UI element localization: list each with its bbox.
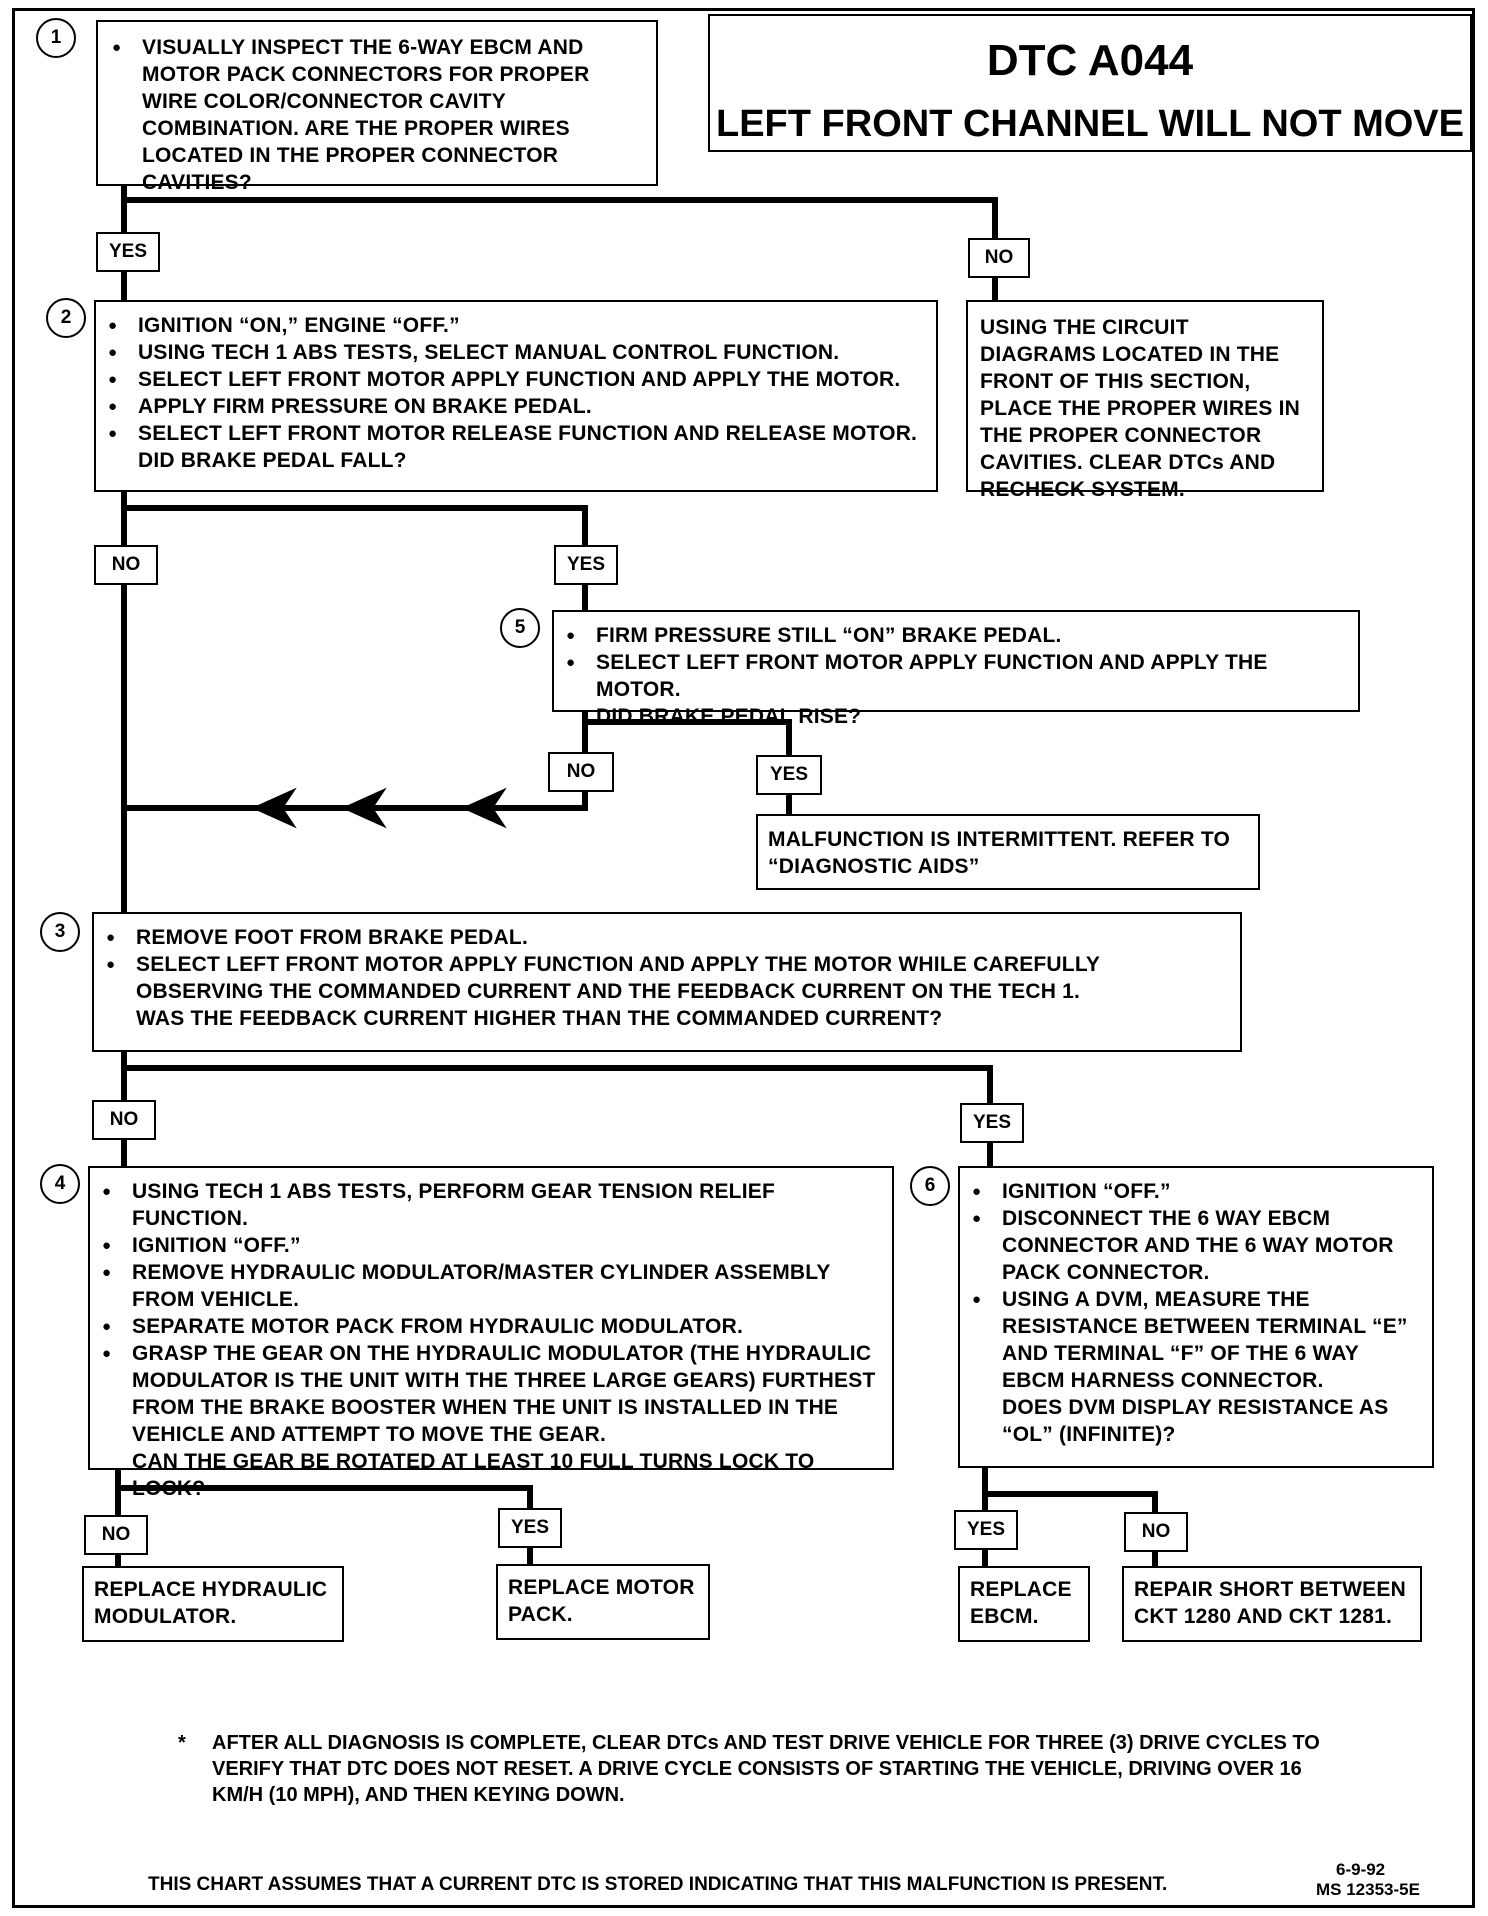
step-3-box	[92, 912, 1242, 1052]
step-number-5: 5	[500, 608, 540, 648]
chart-date: 6-9-92	[1336, 1860, 1386, 1879]
label-no-step1: NO	[968, 238, 1030, 278]
step-2-item: ● USING TECH 1 ABS TESTS, SELECT MANUAL CONTROL FUNCTION.	[104, 339, 928, 366]
step-5-question: DID BRAKE PEDAL RISE?	[596, 705, 862, 728]
footnote-marker: *	[178, 1732, 186, 1754]
step-5-item: ● SELECT LEFT FRONT MOTOR APPLY FUNCTION AND APPLY THE MOTOR.	[562, 649, 1350, 703]
step-2-item: ● IGNITION “ON,” ENGINE “OFF.”	[104, 312, 928, 339]
step-4-item: ● REMOVE HYDRAULIC MODULATOR/MASTER CYLINDER ASSEMBLY FROM VEHICLE.	[98, 1259, 884, 1313]
step-6-item: ● DISCONNECT THE 6 WAY EBCM CONNECTOR AND THE 6 WAY MOTOR PACK CONNECTOR.	[968, 1205, 1424, 1286]
step-4-item: ● SEPARATE MOTOR PACK FROM HYDRAULIC MODULATOR.	[98, 1313, 884, 1340]
step-number-2: 2	[46, 298, 86, 338]
step-3-item: ● SELECT LEFT FRONT MOTOR APPLY FUNCTION AND APPLY THE MOTOR WHILE CAREFULLY OBSERVING THE COMMANDED CURRENT AND THE FEEDBACK CURRENT ON THE TECH 1.	[102, 951, 1232, 1005]
step-4-item: ● IGNITION “OFF.”	[98, 1232, 884, 1259]
footnote-text: AFTER ALL DIAGNOSIS IS COMPLETE, CLEAR DTCs AND TEST DRIVE VEHICLE FOR THREE (3) DRIVE CYCLES TO VERIFY THAT DTC DOES NOT RESET. A DRIVE CYCLE CONSISTS OF STARTING THE VEHICLE, DRIVING OVER 16 KM/H (10 MPH), AND THEN KEYING DOWN.	[212, 1732, 1320, 1806]
step-2-question: DID BRAKE PEDAL FALL?	[138, 449, 407, 472]
step-4-question: CAN THE GEAR BE ROTATED AT LEAST 10 FULL TURNS LOCK TO LOCK?	[132, 1450, 815, 1500]
step-5-item: ● FIRM PRESSURE STILL “ON” BRAKE PEDAL.	[562, 622, 1350, 649]
label-no-step3: NO	[92, 1100, 156, 1140]
label-yes-step1: YES	[96, 232, 160, 272]
label-no-step4: NO	[84, 1515, 148, 1555]
step-2-box	[94, 300, 938, 492]
result-intermittent: MALFUNCTION IS INTERMITTENT. REFER TO “DIAGNOSTIC AIDS”	[756, 814, 1260, 890]
doc-number: MS 12353-5E	[1316, 1880, 1420, 1899]
label-yes-step4: YES	[498, 1508, 562, 1548]
step-number-6: 6	[910, 1166, 950, 1206]
step-number-1: 1	[36, 18, 76, 58]
step-4-item: ● USING TECH 1 ABS TESTS, PERFORM GEAR TENSION RELIEF FUNCTION.	[98, 1178, 884, 1232]
result-fix-wires: USING THE CIRCUIT DIAGRAMS LOCATED IN THE FRONT OF THIS SECTION, PLACE THE PROPER WIRES IN THE PROPER CONNECTOR CAVITIES. CLEAR DTCs AND RECHECK SYSTEM.	[966, 300, 1324, 492]
dtc-code: DTC A044	[986, 36, 1194, 85]
step-number-3: 3	[40, 912, 80, 952]
label-no-step5: NO	[548, 752, 614, 792]
result-replace-ebcm: REPLACE EBCM.	[958, 1566, 1090, 1642]
result-repair-short: REPAIR SHORT BETWEEN CKT 1280 AND CKT 1281.	[1122, 1566, 1422, 1642]
dtc-subtitle: LEFT FRONT CHANNEL WILL NOT MOVE	[716, 103, 1464, 145]
step-3-question: WAS THE FEEDBACK CURRENT HIGHER THAN THE COMMANDED CURRENT?	[136, 1007, 943, 1030]
label-yes-step5: YES	[756, 755, 822, 795]
title-box	[708, 14, 1472, 152]
chart-assumption: THIS CHART ASSUMES THAT A CURRENT DTC IS STORED INDICATING THAT THIS MALFUNCTION IS PRESENT.	[148, 1874, 1168, 1895]
label-yes-step2: YES	[554, 545, 618, 585]
step-2-item: ● SELECT LEFT FRONT MOTOR APPLY FUNCTION AND APPLY THE MOTOR.	[104, 366, 928, 393]
label-no-step6: NO	[1124, 1512, 1188, 1552]
label-yes-step3: YES	[960, 1103, 1024, 1143]
result-replace-modulator: REPLACE HYDRAULIC MODULATOR.	[82, 1566, 344, 1642]
label-no-step2: NO	[94, 545, 158, 585]
label-yes-step6: YES	[954, 1510, 1018, 1550]
step-4-box	[88, 1166, 894, 1500]
step-number-4: 4	[40, 1164, 80, 1204]
step-6-item: ● IGNITION “OFF.”	[968, 1178, 1424, 1205]
step-2-item: ● APPLY FIRM PRESSURE ON BRAKE PEDAL.	[104, 393, 928, 420]
step-5-box	[552, 610, 1360, 728]
step-3-item: ● REMOVE FOOT FROM BRAKE PEDAL.	[102, 924, 1232, 951]
step-6-item: ● USING A DVM, MEASURE THE RESISTANCE BETWEEN TERMINAL “E” AND TERMINAL “F” OF THE 6 WAY EBCM HARNESS CONNECTOR.	[968, 1286, 1424, 1394]
step-1-item: ● VISUALLY INSPECT THE 6-WAY EBCM AND MOTOR PACK CONNECTORS FOR PROPER WIRE COLOR/CONNECTOR CAVITY COMBINATION. ARE THE PROPER WIRES LOCATED IN THE PROPER CONNECTOR CAVITIES?	[108, 34, 646, 196]
step-6-box	[958, 1166, 1434, 1468]
step-6-question: DOES DVM DISPLAY RESISTANCE AS “OL” (INFINITE)?	[1002, 1396, 1389, 1446]
step-1-box	[96, 20, 658, 194]
step-4-item: ● GRASP THE GEAR ON THE HYDRAULIC MODULATOR (THE HYDRAULIC MODULATOR IS THE UNIT WITH THE THREE LARGE GEARS) FURTHEST FROM THE BRAKE BOOSTER WHEN THE UNIT IS INSTALLED IN THE VEHICLE AND ATTEMPT TO MOVE THE GEAR.	[98, 1340, 884, 1448]
result-replace-motor-pack: REPLACE MOTOR PACK.	[496, 1564, 710, 1640]
step-2-item: ● SELECT LEFT FRONT MOTOR RELEASE FUNCTION AND RELEASE MOTOR.	[104, 420, 928, 447]
